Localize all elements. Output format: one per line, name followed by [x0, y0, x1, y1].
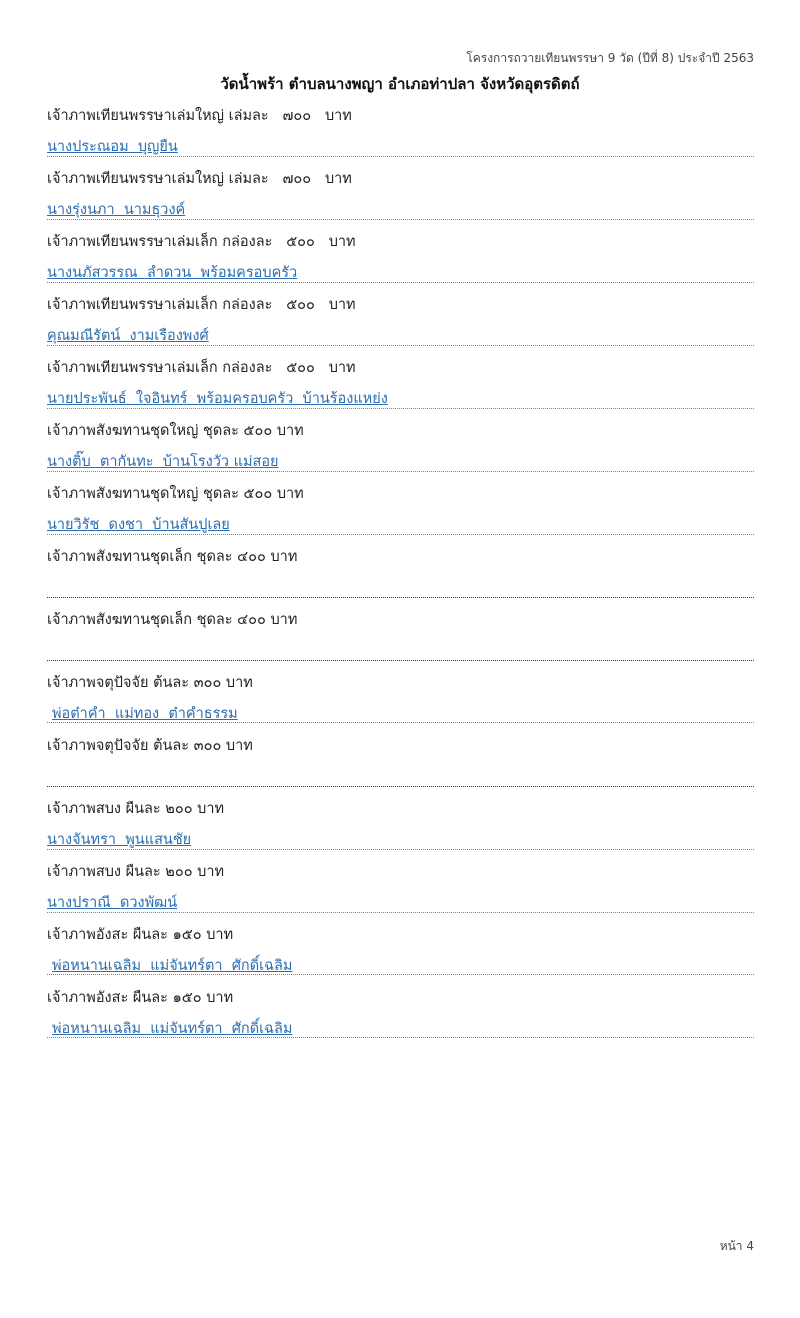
offering-item: เจ้าภาพอังสะ ผืนละ ๑๕๐ บาท: [47, 990, 234, 1006]
donor-blank-line: [47, 765, 754, 787]
donor-name: คุณมณีรัตน์ งามเรืองพงศ์: [47, 324, 754, 346]
page-title: วัดน้ำพร้า ตำบลนางพญา อำเภอท่าปลา จังหวัดอุตรดิตถ์: [220, 75, 580, 93]
list-item: [47, 734, 754, 797]
offering-item: เจ้าภาพอังสะ ผืนละ ๑๕๐ บาท: [47, 927, 234, 943]
list-item: [47, 104, 754, 167]
offering-item: เจ้าภาพจตุปัจจัย ต้นละ ๓๐๐ บาท: [47, 738, 253, 754]
list-item: [47, 986, 754, 1049]
offering-item: เจ้าภาพสังฆทานชุดใหญ่ ชุดละ ๕๐๐ บาท: [47, 423, 304, 439]
offering-item: เจ้าภาพเทียนพรรษาเล่มเล็ก กล่องละ ๕๐๐ บาท: [47, 234, 356, 250]
list-item: [47, 671, 754, 734]
donor-name: นางจันทรา พูนแสนชัย: [47, 828, 754, 850]
donor-name: นางนภัสวรรณ ลำดวน พร้อมครอบครัว: [47, 261, 754, 283]
offering-item: เจ้าภาพสังฆทานชุดเล็ก ชุดละ ๔๐๐ บาท: [47, 549, 298, 565]
list-item: [47, 608, 754, 671]
list-item: [47, 167, 754, 230]
list-item: [47, 356, 754, 419]
donor-list: [47, 104, 754, 1049]
offering-item: เจ้าภาพสังฆทานชุดเล็ก ชุดละ ๔๐๐ บาท: [47, 612, 298, 628]
list-item: [47, 923, 754, 986]
donor-name: นายวิรัช ดงชา บ้านสันปูเลย: [47, 513, 754, 535]
donor-name: นางปราณี ดวงพัฒน์: [47, 891, 754, 913]
offering-item: เจ้าภาพเทียนพรรษาเล่มเล็ก กล่องละ ๕๐๐ บาท: [47, 360, 356, 376]
offering-item: เจ้าภาพสบง ผืนละ ๒๐๐ บาท: [47, 864, 225, 880]
list-item: [47, 230, 754, 293]
donor-name: พ่อหนานเฉลิม แม่จันทร์ตา ศักดิ์เฉลิม: [47, 954, 754, 975]
list-item: [47, 860, 754, 923]
page-number: หน้า 4: [719, 1239, 754, 1253]
list-item: [47, 545, 754, 608]
donor-blank-line: [47, 576, 754, 598]
donor-name: นายประพันธ์ ใจอินทร์ พร้อมครอบครัว บ้านร้องแหย่ง: [47, 387, 754, 409]
list-item: [47, 797, 754, 860]
offering-item: เจ้าภาพเทียนพรรษาเล่มเล็ก กล่องละ ๕๐๐ บาท: [47, 297, 356, 313]
offering-item: เจ้าภาพสังฆทานชุดใหญ่ ชุดละ ๕๐๐ บาท: [47, 486, 304, 502]
donor-name: พ่อหนานเฉลิม แม่จันทร์ตา ศักดิ์เฉลิม: [47, 1017, 754, 1038]
offering-item: เจ้าภาพเทียนพรรษาเล่มใหญ่ เล่มละ ๗๐๐ บาท: [47, 108, 352, 124]
donor-name: พ่อต๋าคำ แม่ทอง ต๋าคำธรรม: [47, 702, 754, 723]
header-note: โครงการถวายเทียนพรรษา 9 วัด (ปีที่ 8) ประจำปี 2563: [466, 51, 754, 65]
offering-item: เจ้าภาพจตุปัจจัย ต้นละ ๓๐๐ บาท: [47, 675, 253, 691]
donor-blank-line: [47, 639, 754, 661]
donor-name: นางรุ่งนภา นามธุวงค์: [47, 198, 754, 220]
list-item: [47, 482, 754, 545]
offering-item: เจ้าภาพเทียนพรรษาเล่มใหญ่ เล่มละ ๗๐๐ บาท: [47, 171, 352, 187]
donor-name: นางประณอม บุญยืน: [47, 135, 754, 157]
list-item: [47, 293, 754, 356]
offering-item: เจ้าภาพสบง ผืนละ ๒๐๐ บาท: [47, 801, 225, 817]
donor-name: นางติ๊บ ตากันทะ บ้านโรงวัว แม่สอย: [47, 450, 754, 472]
list-item: [47, 419, 754, 482]
